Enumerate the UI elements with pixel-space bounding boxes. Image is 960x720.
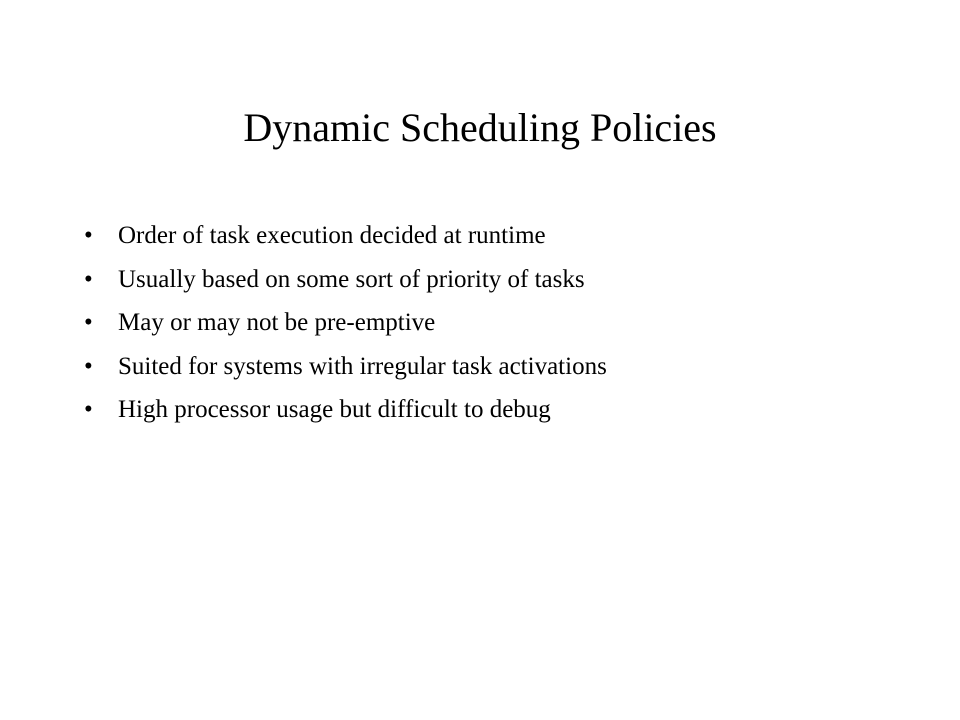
slide-title: Dynamic Scheduling Policies — [243, 105, 717, 150]
bullet-dot-icon: • — [84, 309, 93, 336]
bullet-text: May or may not be pre-emptive — [118, 309, 436, 336]
bullet-text: Order of task execution decided at runtime — [118, 222, 546, 249]
bullet-item — [84, 301, 607, 345]
bullet-item — [84, 345, 607, 389]
bullet-item — [84, 258, 607, 302]
bullet-dot-icon: • — [84, 265, 93, 293]
bullet-item — [84, 388, 607, 432]
bullet-list — [84, 214, 607, 432]
bullet-item — [84, 214, 607, 258]
bullet-dot-icon: • — [84, 352, 93, 380]
bullet-dot-icon: • — [84, 222, 93, 249]
bullet-text: Suited for systems with irregular task activations — [118, 352, 607, 380]
bullet-text: High processor usage but difficult to debug — [118, 396, 551, 423]
bullet-dot-icon: • — [84, 396, 93, 423]
bullet-text: Usually based on some sort of priority of tasks — [118, 265, 585, 293]
